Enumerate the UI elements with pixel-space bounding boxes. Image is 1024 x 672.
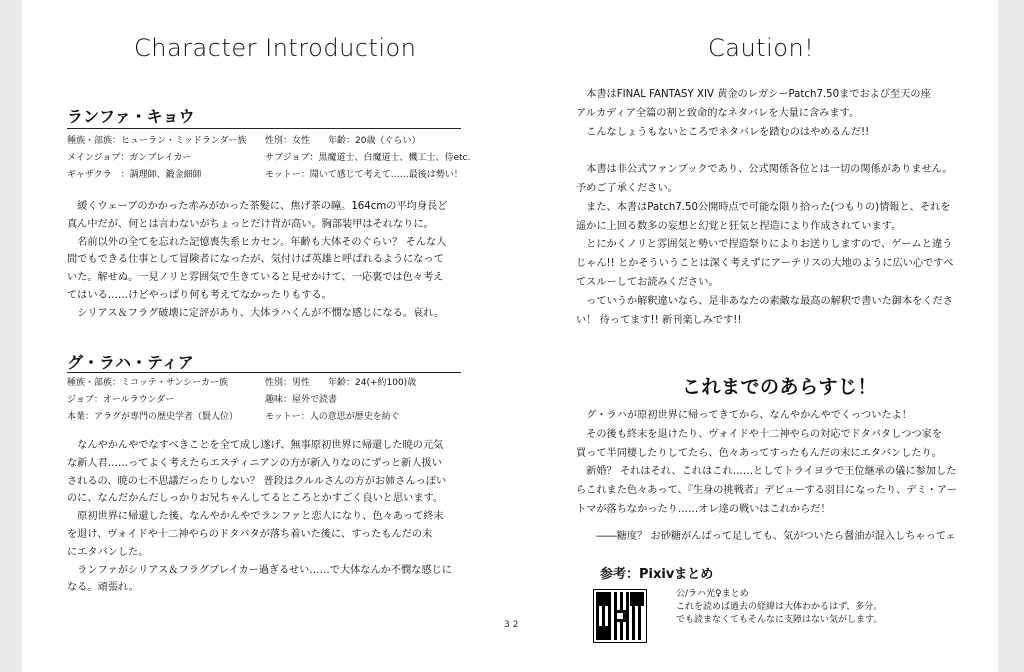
- caution-title: Caution!: [708, 34, 815, 62]
- char1-profile-col1: 種族・部族：ヒューラン・ミッドランダー族 メインジョブ：ガンブレイカー ギャザクラ ：調理師、鍛金細師: [67, 136, 247, 180]
- char1-profile-col2: 性別：女性 年齢：20歳（ぐらい） サブジョブ：黒魔道士、白魔道士、機工士、侍etc. モットー：聞いて感じて考えて……最後は勢い！: [265, 136, 471, 180]
- right-page: [510, 0, 998, 672]
- char2-profile-col2: 性別：男性 年齢：24(+約100)歳 趣味：屋外で読書 モットー：人の意思が歴史を紡ぐ: [265, 378, 417, 422]
- reference-description: 公/ラハ光♀まとめ これを読めば過去の経緯は大体わかるはず、多分。 でも読まなくてもそんなに支障はない気がします。: [676, 589, 883, 625]
- char2-profile-col1: 種族・部族：ミコッテ・サンシーカー族 ジョブ：オールラウンダー 本業：アラグが専門の歴史学者（賢人位）: [67, 378, 239, 422]
- story-text: グ・ラハが原初世界に帰ってきてから、なんやかんやでくっついたよ！ その後も終末を退けたり、ヴォイドや十二神やらの対応でドタバタしつつ家を 買って半同棲したりしてたら、色々あってすったもんだの末にエタバンしたり。 新婚？ それはそれ、これはこれ……としてトライヨラで王位継承の儀に参加した らこれまた色々あって、『生身の挑戦者』デビューする羽目になったり、デミ・アー トマが落ちなかったり……オレ達の戦いはこれからだ！ ――糖度？ お砂糖がんばって足しても、気がついたら醤油が混入しちゃってェ: [576, 410, 957, 542]
- char2-divider: [67, 372, 461, 373]
- character-intro-title: Character Introduction: [134, 34, 417, 62]
- reference-title: 参考：Pixivまとめ: [600, 567, 714, 582]
- left-page: [22, 0, 510, 672]
- char1-description: 緩くウェーブのかかった赤みがかった茶髪に、焦げ茶の瞳。164cmの平均身長ど 真ん中だが、何とは言わないがちょっとだけ背が高い。胸部装甲はそれなりに。 名前以外の全てを忘れた記憶喪失系ヒカセン。年齢も大体そのぐらい？ そんな人 間でもできる仕事として冒険者になったが、気付けば英雄と呼ばれるようになって いた。解せぬ。一見ノリと雰囲気で生きていると見せかけて、一応裏では色々考え てはいる……けどやっぱり何も考えてなかったりもする。 シリアス＆フラグ破壊に定評があり、大体ラハくんが不憫な感じになる。哀れ。: [67, 201, 448, 319]
- char2-description: なんやかんやでなすべきことを全て成し遂げ、無事原初世界に帰還した暁の元気 な新人君……ってよく考えたらエスティニアンの方が新入りなのにずっと新人扱い されるの、暁の七不思議だったりしない？ 普段はクルルさんの方がお姉さんっぽい のに、なんだかんだしっかりお兄ちゃんしてるところとかすごく良いと思います。 原初世界に帰還した後、なんやかんやでランファと恋人になり、色々あって終末 を退け、ヴォイドや十二神やらのドタバタが落ち着いた後に、すったもんだの末 にエタバンした。 ランファがシリアス＆フラグブレイカー過ぎるせい……で大体なんか不憫な感じに なる。頑張れ。: [67, 440, 452, 594]
- qr-code-icon[interactable]: [594, 590, 646, 642]
- caution-text: 本書はFINAL FANTASY XIV 黄金のレガシーPatch7.50までおよび至天の座 アルカディア全篇の割と致命的なネタバレを大量に含みます。 こんなしょうもないところでネタバレを踏むのはやめるんだ!! 本書は非公式ファンブックであり、公式関係各位とは一切の関係がありません。 予めご了承ください。 また、本書はPatch7.50公開時点で可能な限り拾った(つもりの)情報と、それを 遥かに上回る数多の妄想と幻覚と狂気と捏造により作成されています。 とにかくノリと雰囲気と勢いで捏造祭りによりお送りしますので、ゲームと違う じゃん!! とかそういうことは深く考えずにアーテリスの大地のように広い心ですべ てスルーしてお読みください。 っていうか解釈違いなら、是非あなたの素敵な最高の解釈で書いた御本をくださ い！ 待ってます!! 新刊楽しみです!!: [576, 89, 954, 326]
- char1-divider: [67, 128, 461, 129]
- book-spread: [22, 0, 998, 672]
- char2-name: グ・ラハ・ティア: [67, 353, 194, 372]
- story-title: これまでのあらすじ！: [682, 376, 878, 398]
- char1-name: ランファ・キョウ: [67, 107, 195, 126]
- page-number: 32: [504, 620, 522, 630]
